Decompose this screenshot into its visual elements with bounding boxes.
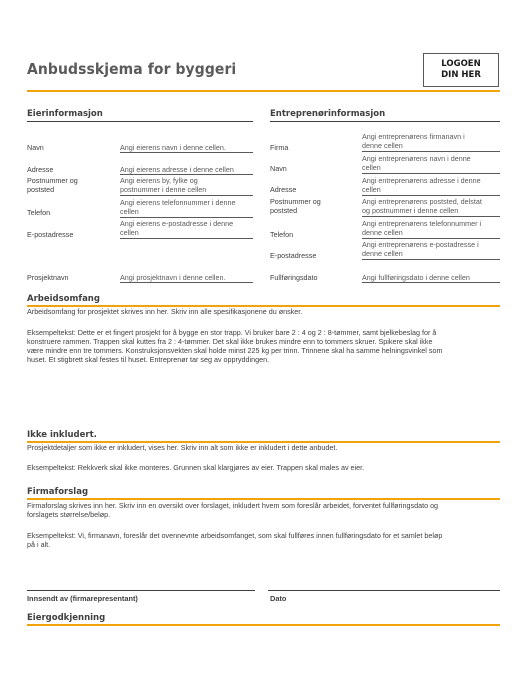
- date-label: Dato: [270, 594, 287, 603]
- contractor-address-field-line-2: cellen: [362, 185, 381, 194]
- excluded-heading: Ikke inkludert.: [27, 430, 97, 440]
- scope-example-line-1: Eksempeltekst: Dette er et fingert prosjekt for å bygge en stor trapp. Vi bruker bare 2 : 4 og 2 : 8-tømmer, samt bjelkebeslag for å: [27, 328, 437, 337]
- owner-name-field[interactable]: Angi eierens navn i denne cellen.: [120, 143, 226, 152]
- contractor-email-field-line-2: denne cellen: [362, 249, 403, 258]
- owner-project-field[interactable]: Angi prosjektnavn i denne cellen.: [120, 273, 226, 282]
- contractor-phone-field-line-1: Angi entreprenørens telefonnummer i: [362, 219, 482, 228]
- contractor-postal-field[interactable]: [362, 197, 482, 215]
- contractor-heading-rule: [270, 121, 500, 122]
- owner-postal-field-line-2: postnummer i denne cellen: [120, 185, 207, 194]
- owner-email-field[interactable]: [120, 219, 233, 237]
- owner-email-field-line-2: cellen: [120, 228, 139, 237]
- contractor-email-underline: [362, 259, 500, 260]
- owner-address-underline: [120, 174, 253, 175]
- owner-phone-field-line-2: cellen: [120, 207, 139, 216]
- contractor-email-field[interactable]: [362, 240, 479, 258]
- owner-heading-rule: [27, 121, 253, 122]
- proposal-example-line-2: på i alt.: [27, 540, 51, 549]
- owner-name-underline: [120, 152, 253, 153]
- contractor-postal-label-line-1: Postnummer og: [270, 197, 321, 206]
- contractor-completion-underline: [362, 282, 500, 283]
- date-line[interactable]: [268, 590, 500, 591]
- contractor-company-field-line-2: denne cellen: [362, 141, 403, 150]
- logo-line-2: DIN HER: [441, 70, 481, 80]
- contractor-phone-label: Telefon: [270, 230, 294, 239]
- header-rule: [27, 90, 500, 92]
- owner-email-underline: [120, 238, 253, 239]
- contractor-email-label: E-postadresse: [270, 251, 317, 260]
- owner-postal-label: [27, 176, 78, 194]
- contractor-company-underline: [362, 151, 500, 152]
- contractor-postal-underline: [362, 216, 500, 217]
- excluded-example[interactable]: Eksempeltekst: Rekkverk skal ikke monteres. Grunnen skal klargjøres av eier. Trappen skal males av eier.: [27, 463, 365, 472]
- contractor-company-field-line-1: Angi entreprenørens firmanavn i: [362, 132, 465, 141]
- contractor-postal-label-line-2: poststed: [270, 206, 298, 215]
- page-title: Anbudsskjema for byggeri: [27, 60, 237, 78]
- owner-email-label: E-postadresse: [27, 230, 74, 239]
- submitted-by-line[interactable]: [27, 590, 255, 591]
- scope-example-line-3: være mindre enn tre tommers. Konstruksjonsvekten skal holde minst 225 kg per trinn. Trinnene skal ha samme helningsvinkel som: [27, 346, 443, 355]
- approval-heading: Eiergodkjenning: [27, 613, 106, 623]
- owner-email-field-line-1: Angi eierens e-postadresse i denne: [120, 219, 234, 228]
- contractor-completion-label: Fullføringsdato: [270, 273, 318, 282]
- contractor-phone-underline: [362, 238, 500, 239]
- scope-intro[interactable]: Arbeidsomfang for prosjektet skrives inn her. Skriv inn alle spesifikasjonene du ønsker.: [27, 307, 303, 316]
- contractor-name-label: Navn: [270, 164, 287, 173]
- owner-name-label: Navn: [27, 143, 44, 152]
- owner-phone-underline: [120, 217, 253, 218]
- contractor-address-label: Adresse: [270, 185, 297, 194]
- scope-heading: Arbeidsomfang: [27, 294, 100, 304]
- owner-address-field[interactable]: Angi eierens adresse i denne cellen: [120, 165, 234, 174]
- owner-heading: Eierinformasjon: [27, 109, 103, 119]
- contractor-address-field[interactable]: [362, 176, 481, 194]
- owner-phone-field[interactable]: [120, 198, 235, 216]
- proposal-heading: Firmaforslag: [27, 487, 89, 497]
- approval-rule: [27, 624, 500, 626]
- proposal-intro-line-1: Firmaforslag skrives inn her. Skriv inn en oversikt over forslaget, inkludert hvem som foreslår arbeidet, forventet fullføringsdato og: [27, 501, 439, 510]
- excluded-intro[interactable]: Prosjektdetaljer som ikke er inkludert, vises her. Skriv inn alt som ikke er inkludert i dette anbudet.: [27, 443, 338, 452]
- proposal-intro[interactable]: [27, 501, 503, 519]
- submitted-by-label: Innsendt av (firmarepresentant): [27, 594, 138, 603]
- contractor-postal-field-line-2: og postnummer i denne cellen: [362, 206, 459, 215]
- logo-line-1: LOGOEN: [441, 59, 481, 69]
- contractor-company-label: Firma: [270, 143, 289, 152]
- contractor-email-field-line-1: Angi entreprenørens e-postadresse i: [362, 240, 479, 249]
- contractor-name-field[interactable]: [362, 154, 471, 172]
- contractor-name-field-line-2: cellen: [362, 163, 381, 172]
- owner-project-label: Prosjektnavn: [27, 273, 69, 282]
- owner-postal-field[interactable]: [120, 176, 206, 194]
- owner-postal-label-line-2: poststed: [27, 185, 55, 194]
- contractor-postal-field-line-1: Angi entreprenørens poststed, delstat: [362, 197, 482, 206]
- proposal-rule: [27, 498, 500, 500]
- logo-placeholder: [423, 53, 499, 87]
- contractor-address-underline: [362, 195, 500, 196]
- contractor-heading: Entreprenørinformasjon: [270, 109, 386, 119]
- contractor-phone-field-line-2: denne cellen: [362, 228, 403, 237]
- contractor-completion-field[interactable]: Angi fullføringsdato i denne cellen: [362, 273, 470, 282]
- owner-phone-label: Telefon: [27, 208, 51, 217]
- contractor-name-underline: [362, 173, 500, 174]
- owner-postal-label-line-1: Postnummer og: [27, 176, 78, 185]
- proposal-example-line-1: Eksempeltekst: Vi, firmanavn, foreslår det ovennevnte arbeidsomfanget, som skal fullføres innen fullføringsdato for et samlet beløp: [27, 531, 443, 540]
- owner-project-underline: [120, 282, 253, 283]
- contractor-address-field-line-1: Angi entreprenørens adresse i denne: [362, 176, 481, 185]
- proposal-example[interactable]: [27, 531, 503, 549]
- contractor-postal-label: [270, 197, 321, 215]
- scope-example-line-2: konstruere rammen. Trappen skal kuttes fra 2 : 4-tømmer. Det skal ikke brukes mindre enn to tommers skruer. Spikere skal ikke: [27, 337, 433, 346]
- owner-phone-field-line-1: Angi eierens telefonnummer i denne: [120, 198, 236, 207]
- contractor-name-field-line-1: Angi entreprenørens navn i denne: [362, 154, 471, 163]
- contractor-phone-field[interactable]: [362, 219, 481, 237]
- owner-address-label: Adresse: [27, 165, 54, 174]
- scope-example-line-4: huset. Et stigbrett skal festes til huset. Entreprenør tar seg av oppryddingen.: [27, 355, 270, 364]
- owner-postal-underline: [120, 195, 253, 196]
- proposal-intro-line-2: forslagets størrelse/beløp.: [27, 510, 111, 519]
- contractor-company-field[interactable]: [362, 132, 465, 150]
- owner-postal-field-line-1: Angi eierens by, fylke og: [120, 176, 198, 185]
- scope-example[interactable]: [27, 328, 503, 364]
